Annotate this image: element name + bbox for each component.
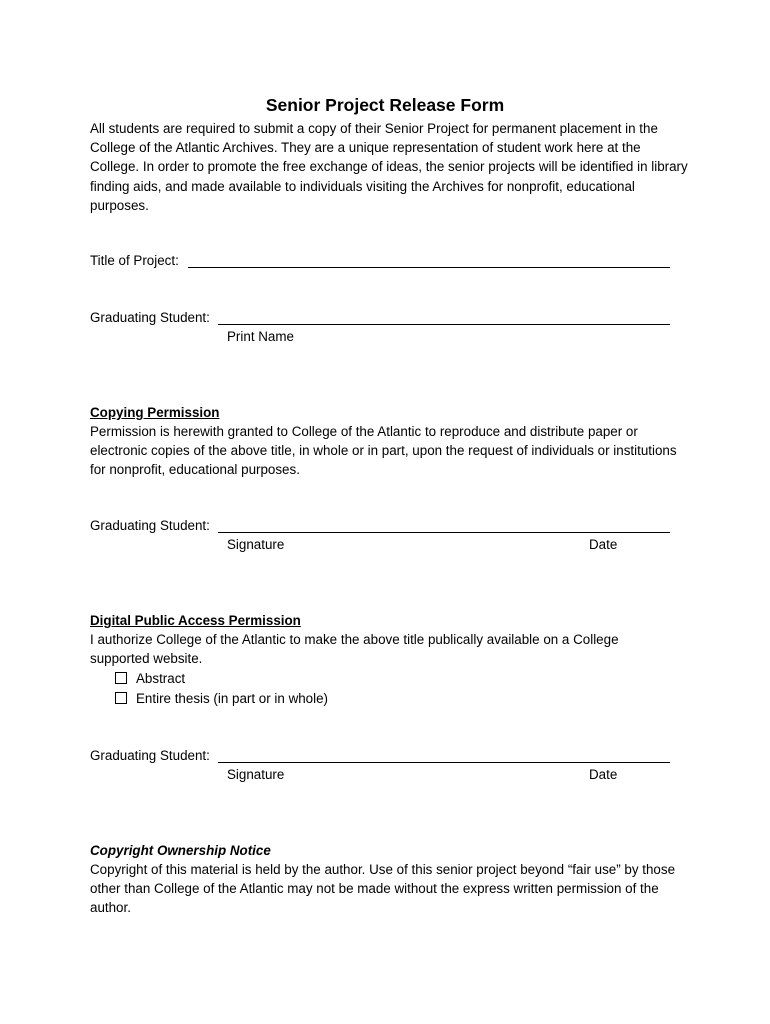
project-title-label: Title of Project: <box>90 253 179 268</box>
abstract-option-label: Abstract <box>136 671 186 686</box>
copyright-heading: Copyright Ownership Notice <box>90 843 271 858</box>
print-name-field[interactable] <box>218 324 670 325</box>
intro-paragraph: All students are required to submit a copy of their Senior Project for permanent placement in the College of the Atlantic Archives. They are a unique representation of student work here at the College. In order to promote the free exchange of ideas, the senior projects will be identified in library finding aids, and made available to individuals visiting the Archives for nonprofit, educational purposes. <box>90 121 688 213</box>
copying-signature-field[interactable] <box>218 532 670 533</box>
copying-signature-caption: Signature <box>227 537 285 552</box>
copying-date-caption: Date <box>589 537 618 552</box>
digital-access-heading: Digital Public Access Permission <box>90 613 301 628</box>
digital-signature-field[interactable] <box>218 762 670 763</box>
copying-permission-body: Permission is herewith granted to College of the Atlantic to reproduce and distribute paper or electronic copies of the above title, in whole or in part, upon the request of individuals or institutions for nonprofit, educational purposes. <box>90 424 677 478</box>
abstract-checkbox[interactable] <box>115 672 127 684</box>
copyright-body: Copyright of this material is held by the author. Use of this senior project beyond “fair use” by those other than College of the Atlantic may not be made without the express written permission of the author. <box>90 862 676 916</box>
digital-signature-caption: Signature <box>227 767 285 782</box>
entire-thesis-option-label: Entire thesis (in part or in whole) <box>136 691 329 706</box>
copying-permission-heading: Copying Permission <box>90 405 220 420</box>
digital-student-label: Graduating Student: <box>90 748 210 763</box>
project-title-field[interactable] <box>188 267 670 268</box>
entire-thesis-checkbox[interactable] <box>115 692 127 704</box>
print-name-student-label: Graduating Student: <box>90 310 210 325</box>
digital-date-caption: Date <box>589 767 618 782</box>
copying-student-label: Graduating Student: <box>90 518 210 533</box>
digital-access-body: I authorize College of the Atlantic to make the above title publically available on a College supported website. <box>90 632 619 667</box>
form-title: Senior Project Release Form <box>265 95 505 115</box>
print-name-caption: Print Name <box>227 329 294 344</box>
